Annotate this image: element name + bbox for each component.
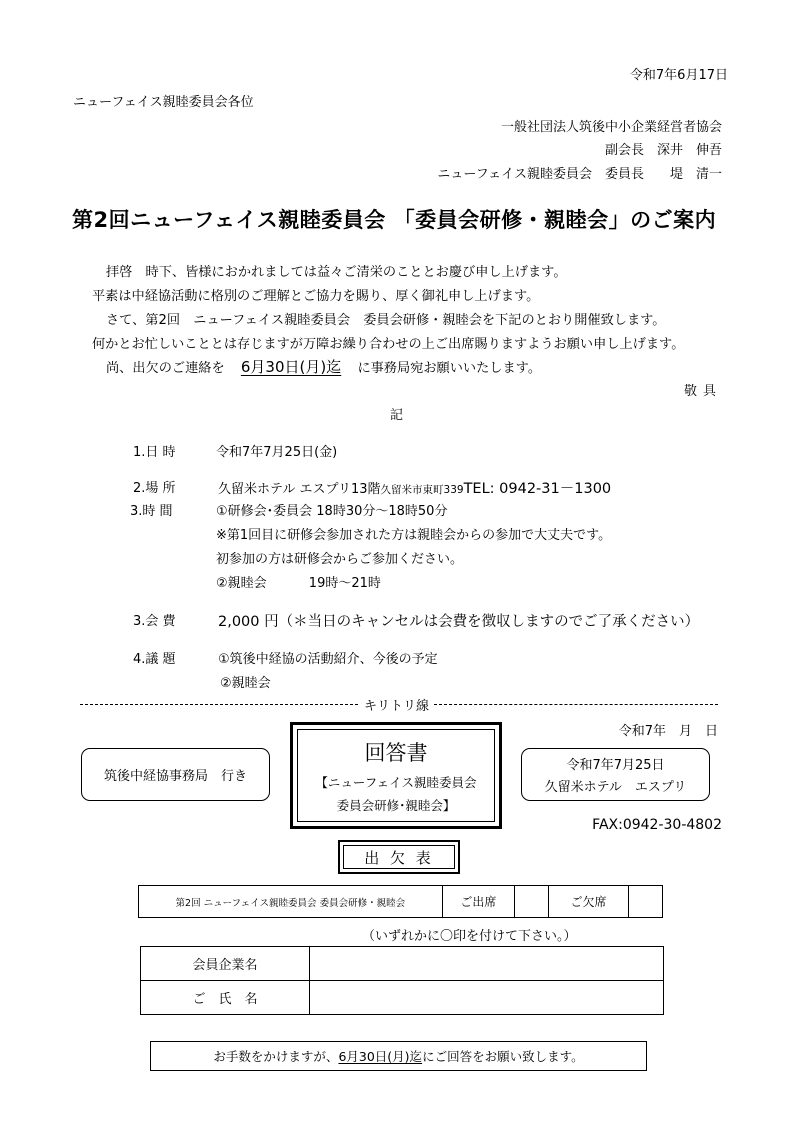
attendance-table — [138, 885, 663, 918]
event-name-cell: 第2回 ニューフェイス親睦委員会 委員会研修・親睦会 — [139, 886, 443, 918]
detail-agenda-value-1: ①筑後中経協の活動紹介、今後の予定 — [218, 652, 438, 667]
detail-time-value: ①研修会･委員会 18時30分～18時50分 — [216, 504, 448, 519]
reply-subtitle-1: 【ニューフェイス親睦委員会 — [315, 775, 477, 790]
sender-org: 一般社団法人筑後中小企業経営者協会 — [500, 120, 722, 135]
instruction-text: （いずれかに〇印を付けて下さい。） — [362, 929, 577, 944]
place-address: 久留米市東町339 — [380, 484, 464, 496]
deadline-date: 6月30日(月)迄 — [240, 358, 342, 376]
reply-to-box — [81, 748, 270, 801]
detail-agenda-label: 4.議 題 — [133, 652, 176, 667]
cut-line-right — [434, 704, 718, 705]
reply-title: 回答書 — [364, 741, 428, 765]
detail-date-label: 1.日 時 — [133, 445, 176, 460]
event-date: 令和7年7月25日 — [566, 758, 665, 773]
footer-suffix: にご回答をお願い致します。 — [422, 1049, 584, 1064]
ki-mark: 記 — [390, 408, 404, 423]
detail-time-value-2 — [216, 572, 381, 591]
body-line-3: さて、第2回 ニューフェイス親睦委員会 委員会研修・親睦会を下記のとおり開催致します。 — [106, 313, 666, 328]
social-label: ②親睦会 — [216, 576, 267, 591]
member-table — [140, 946, 664, 1015]
attendance-title: 出 欠 表 — [364, 848, 434, 867]
place-tel: TEL: 0942-31－1300 — [463, 481, 612, 497]
letter-date: 令和7年6月17日 — [629, 68, 728, 83]
body-line-4: 何かとお忙しいこととは存じますが万障お繰り合わせの上ご出席賜りますようお願い申し上げます。 — [92, 337, 685, 352]
detail-time-label: 3.時 間 — [130, 504, 173, 519]
detail-fee-value: 2,000 円（＊当日のキャンセルは会費を徴収しますのでご了承ください） — [218, 614, 700, 630]
name-input[interactable] — [310, 981, 664, 1015]
reply-date: 令和7年 月 日 — [618, 724, 718, 739]
absent-label: ご欠席 — [548, 886, 628, 918]
footer-note — [213, 1047, 583, 1065]
place-name: 久留米ホテル エスプリ13階 — [218, 482, 381, 497]
cut-line-left — [80, 704, 358, 705]
body-line-5 — [106, 356, 541, 377]
detail-agenda-value-2: ②親睦会 — [220, 676, 271, 691]
page-title: 第2回ニューフェイス親睦委員会 「委員会研修・親睦会」のご案内 — [72, 208, 717, 232]
attendance-title-box — [338, 840, 460, 874]
company-input[interactable] — [310, 947, 664, 981]
footer-prefix: お手数をかけますが、 — [213, 1049, 339, 1064]
closing-keigu: 敬具 — [683, 384, 722, 399]
event-place: 久留米ホテル エスプリ — [544, 780, 687, 795]
reply-subtitle-2: 委員会研修･親睦会】 — [336, 798, 456, 813]
social-time: 19時～21時 — [308, 576, 381, 591]
deadline-suffix: に事務局宛お願いいたします。 — [357, 361, 542, 376]
detail-place-value — [218, 477, 611, 498]
company-label: 会員企業名 — [141, 947, 310, 981]
body-line-2: 平素は中経協活動に格別のご理解とご協力を賜り、厚く御礼申し上げます。 — [92, 289, 540, 304]
deadline-prefix: 尚、出欠のご連絡を — [106, 361, 225, 376]
detail-time-note-1: ※第1回目に研修会参加された方は親睦会からの参加で大丈夫です。 — [216, 528, 612, 543]
cut-line-label: キリトリ線 — [364, 699, 430, 714]
sender-chair: ニューフェイス親睦委員会 委員長 堤 清一 — [437, 167, 722, 182]
addressee: ニューフェイス親睦委員会各位 — [73, 95, 254, 110]
reply-to: 筑後中経協事務局 行き — [103, 769, 247, 784]
name-label: ご 氏 名 — [141, 981, 310, 1015]
footer-note-box — [150, 1041, 647, 1071]
absent-checkbox[interactable] — [629, 886, 663, 918]
detail-place-label: 2.場 所 — [133, 481, 176, 496]
body-line-1: 拝啓 時下、皆様におかれましては益々ご清栄のこととお慶び申し上げます。 — [106, 265, 567, 280]
detail-date-value: 令和7年7月25日(金) — [216, 445, 338, 460]
sender-vp: 副会長 深井 伸吾 — [604, 143, 722, 158]
attend-label: ご出席 — [442, 886, 515, 918]
reply-title-box — [290, 722, 502, 829]
detail-time-note-2: 初参加の方は研修会からご参加ください。 — [216, 552, 464, 567]
event-info-box — [521, 748, 710, 801]
attend-checkbox[interactable] — [515, 886, 549, 918]
footer-deadline: 6月30日(月)迄 — [338, 1049, 423, 1064]
detail-fee-label: 3.会 費 — [133, 614, 176, 629]
fax-number: FAX:0942-30-4802 — [592, 817, 722, 833]
